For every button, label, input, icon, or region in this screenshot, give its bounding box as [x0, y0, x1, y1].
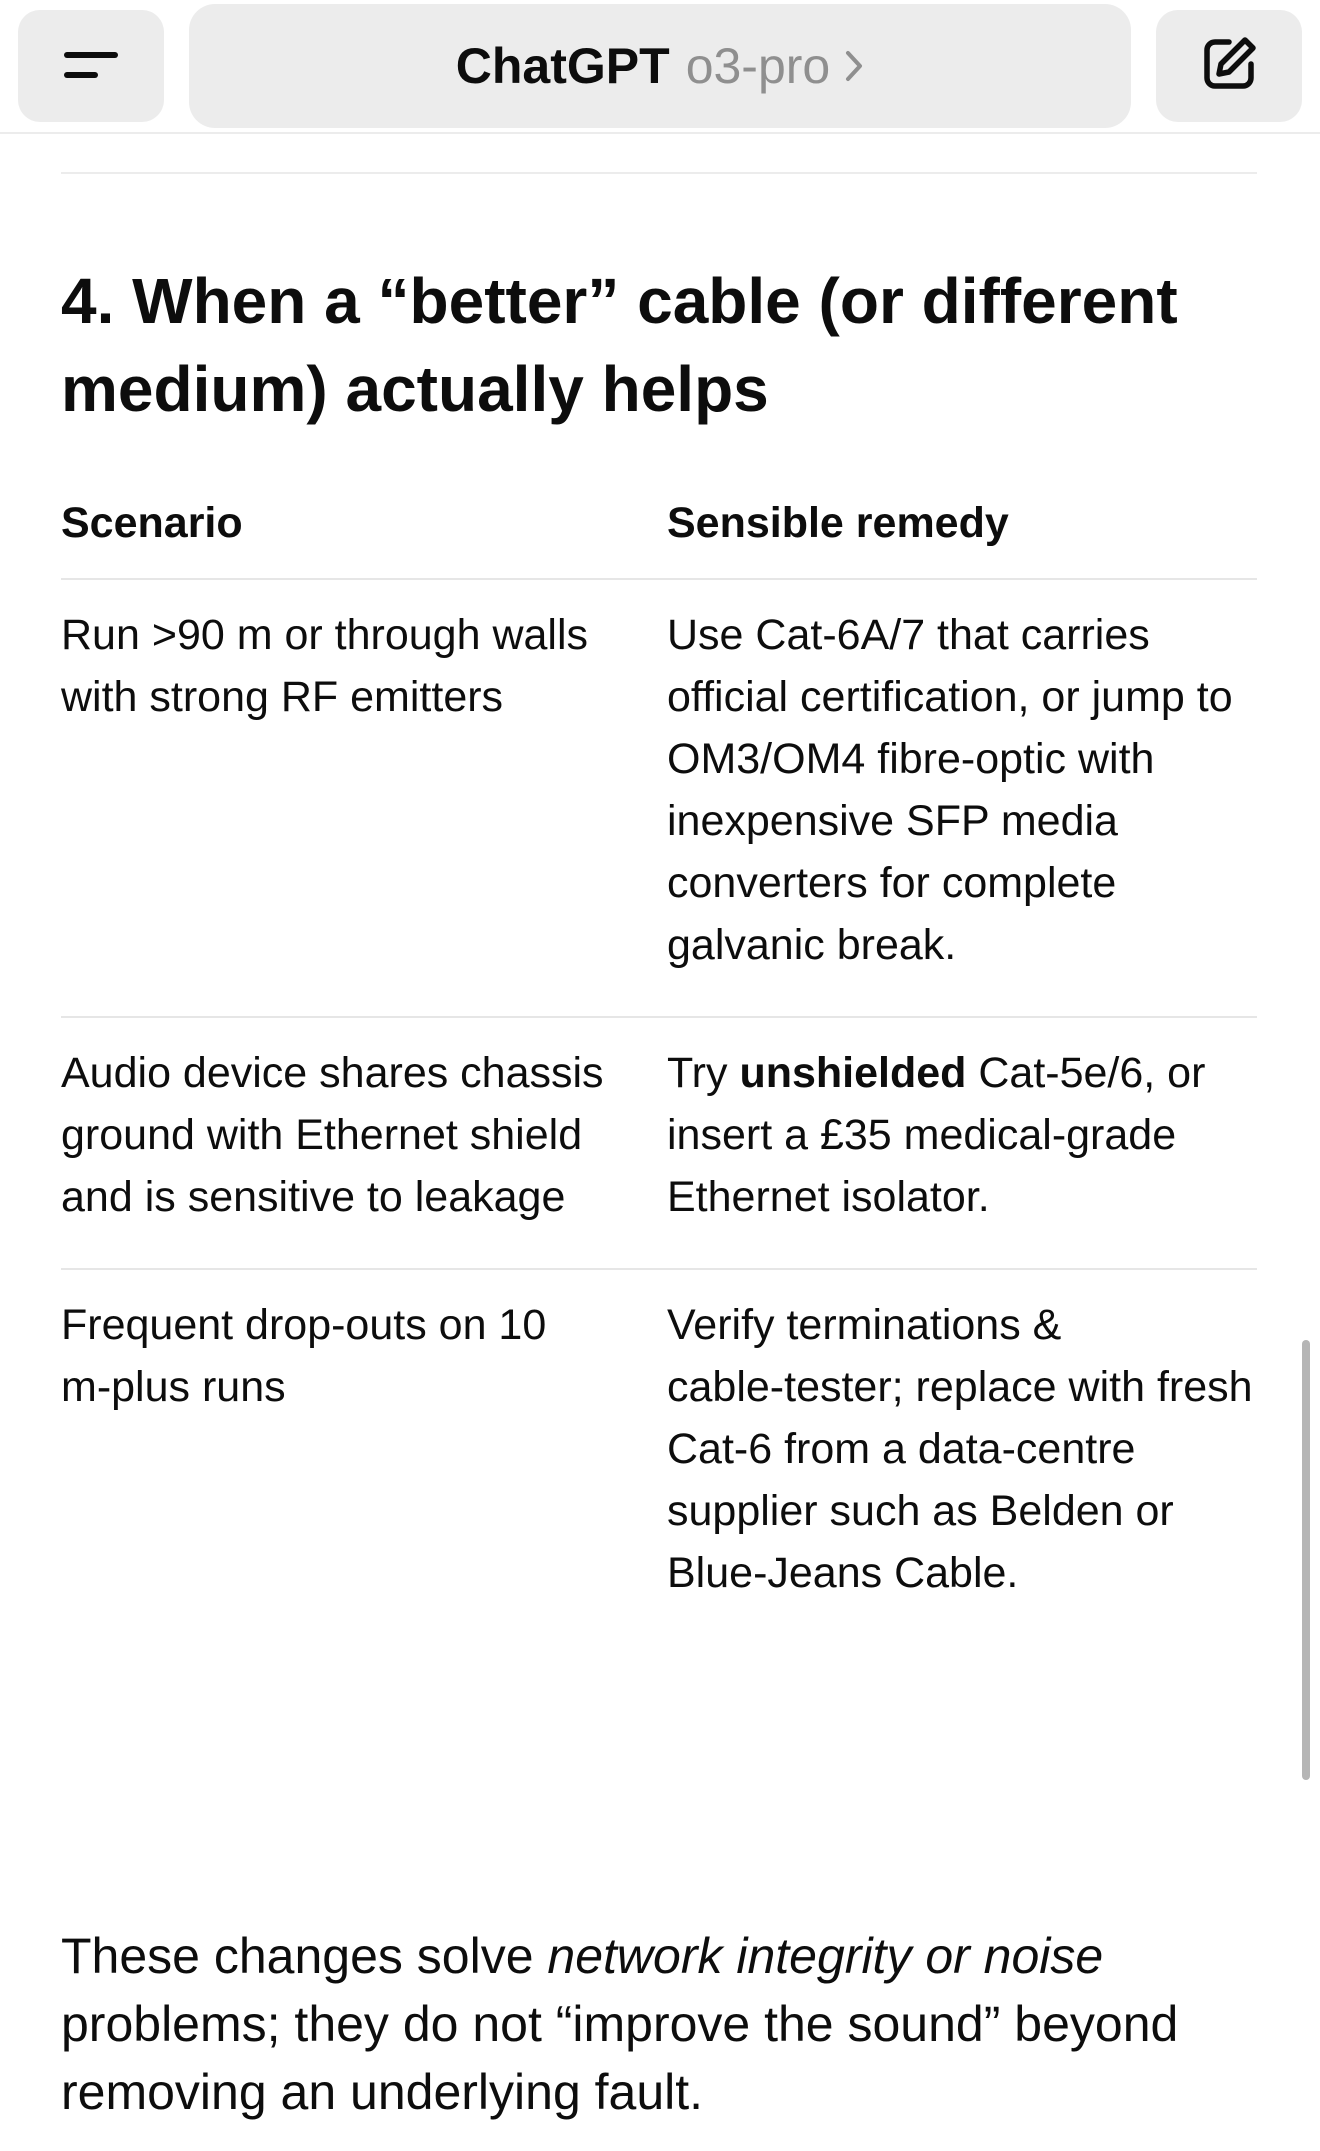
remedy-text: Try [667, 1049, 740, 1097]
model-selector[interactable] [189, 4, 1131, 128]
table-row [61, 1270, 1257, 1644]
scenario-cell: Run >90 m or through walls with strong RF emitters [61, 611, 589, 721]
menu-icon [62, 44, 120, 89]
remedy-cell [667, 1018, 1257, 1268]
remedy-text: Cat‑5e/6, or insert a £35 medical‑grade Ethernet isolator. [667, 1049, 1206, 1221]
scrollbar[interactable] [1302, 1340, 1310, 1780]
remedy-table [61, 492, 1257, 1644]
remedy-cell: Verify terminations & cable‑tester; replace with fresh Cat‑6 from a data‑centre supplier such as Belden or Blue‑Jeans Cable. [667, 1301, 1253, 1597]
table-row [61, 580, 1257, 1018]
table-row [61, 1018, 1257, 1270]
scenario-cell: Audio device shares chassis ground with Ethernet shield and is sensitive to leakage [61, 1049, 604, 1221]
section-heading: 4. When a “better” cable (or different medium) actually helps [61, 265, 1178, 425]
table-header-row [61, 492, 1257, 580]
table-header-scenario: Scenario [61, 499, 243, 547]
menu-button[interactable] [18, 10, 164, 122]
new-chat-button[interactable] [1156, 10, 1302, 122]
closing-emphasis: network integrity or noise [547, 1928, 1104, 1984]
divider [61, 172, 1257, 174]
chevron-right-icon [844, 49, 864, 83]
remedy-cell: Use Cat‑6A/7 that carries official certification, or jump to OM3/OM4 fibre‑optic with inexpensive SFP media converters for complete galvanic break. [667, 611, 1233, 969]
app-title: ChatGPT [455, 38, 670, 94]
new-chat-icon [1199, 34, 1259, 99]
closing-paragraph [61, 1922, 1257, 2126]
closing-text: problems; they do not “improve the sound” beyond removing an underlying fault. [61, 1996, 1179, 2120]
scenario-cell: Frequent drop‑outs on 10 m‑plus runs [61, 1301, 547, 1411]
model-name: o3-pro [685, 38, 831, 94]
top-bar [0, 0, 1320, 134]
table-header-remedy: Sensible remedy [667, 499, 1009, 547]
remedy-emphasis: unshielded [739, 1049, 967, 1097]
closing-text: These changes solve [61, 1928, 548, 1984]
